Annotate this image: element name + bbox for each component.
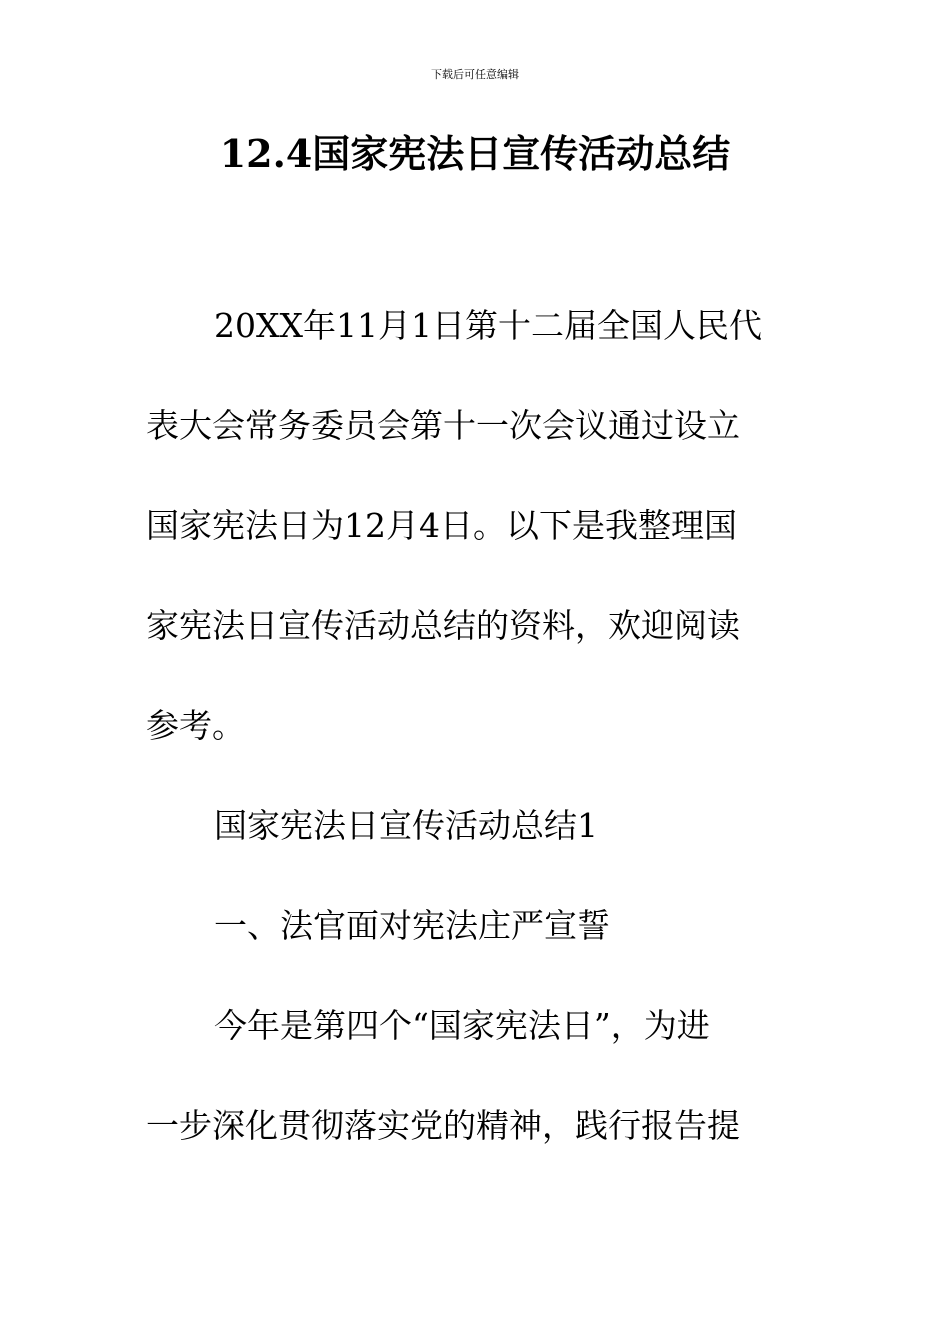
paragraph-line: 家宪法日宣传活动总结的资料，欢迎阅读: [146, 606, 740, 645]
paragraph-line: 20XX年11月1日第十二届全国人民代: [214, 306, 762, 345]
document-title: 12.4国家宪法日宣传活动总结: [219, 131, 731, 176]
paragraph-line: 一步深化贯彻落实党的精神，践行报告提: [146, 1106, 740, 1145]
paragraph-line: 国家宪法日为12月4日。以下是我整理国: [146, 506, 737, 545]
section-heading: 国家宪法日宣传活动总结1: [214, 806, 598, 845]
paragraph-line: 今年是第四个“国家宪法日”，为进: [214, 1006, 710, 1045]
paragraph-line: 表大会常务委员会第十一次会议通过设立: [146, 406, 740, 445]
subsection-heading: 一、法官面对宪法庄严宣誓: [214, 906, 610, 945]
paragraph-line: 参考。: [146, 706, 245, 745]
page-header-note: 下载后可任意编辑: [431, 68, 519, 81]
